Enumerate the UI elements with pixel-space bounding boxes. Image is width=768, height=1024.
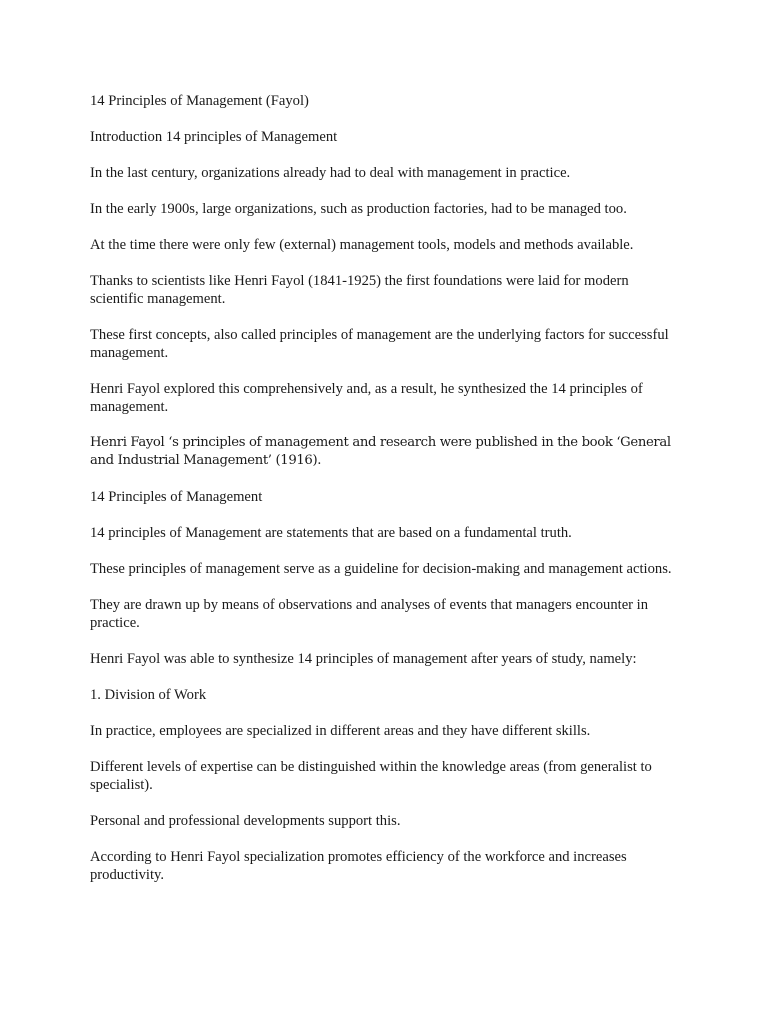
- paragraph: At the time there were only few (external) management tools, models and methods available.: [90, 237, 634, 253]
- paragraph: Personal and professional developments support this.: [90, 813, 401, 829]
- section-heading-introduction: Introduction 14 principles of Management: [90, 129, 338, 145]
- document-body: [90, 92, 685, 902]
- paragraph: According to Henri Fayol specialization promotes efficiency of the workforce and increases productivity.: [90, 849, 627, 883]
- paragraph: 14 principles of Management are statements that are based on a fundamental truth.: [90, 525, 572, 541]
- paragraph: In the last century, organizations already had to deal with management in practice.: [90, 165, 571, 181]
- paragraph: In the early 1900s, large organizations, such as production factories, had to be managed too.: [90, 201, 627, 217]
- document-title: 14 Principles of Management (Fayol): [90, 93, 309, 109]
- paragraph: They are drawn up by means of observations and analyses of events that managers encounter in practice.: [90, 597, 649, 631]
- paragraph: Henri Fayol was able to synthesize 14 principles of management after years of study, namely:: [90, 651, 637, 667]
- section-heading-principles: 14 Principles of Management: [90, 489, 263, 505]
- paragraph: These first concepts, also called principles of management are the underlying factors for successful management.: [90, 327, 669, 361]
- paragraph-book-reference: Henri Fayol ‘s principles of management and research were published in the book ‘General and Industrial Management’ (1916).: [90, 435, 671, 468]
- paragraph: Thanks to scientists like Henri Fayol (1841-1925) the first foundations were laid for modern scientific management.: [90, 273, 629, 307]
- paragraph: These principles of management serve as a guideline for decision-making and management actions.: [90, 561, 672, 577]
- paragraph: Different levels of expertise can be distinguished within the knowledge areas (from generalist to specialist).: [90, 759, 652, 793]
- section-heading-division-of-work: 1. Division of Work: [90, 687, 207, 703]
- paragraph: In practice, employees are specialized in different areas and they have different skills.: [90, 723, 591, 739]
- paragraph: Henri Fayol explored this comprehensively and, as a result, he synthesized the 14 principles of management.: [90, 381, 643, 415]
